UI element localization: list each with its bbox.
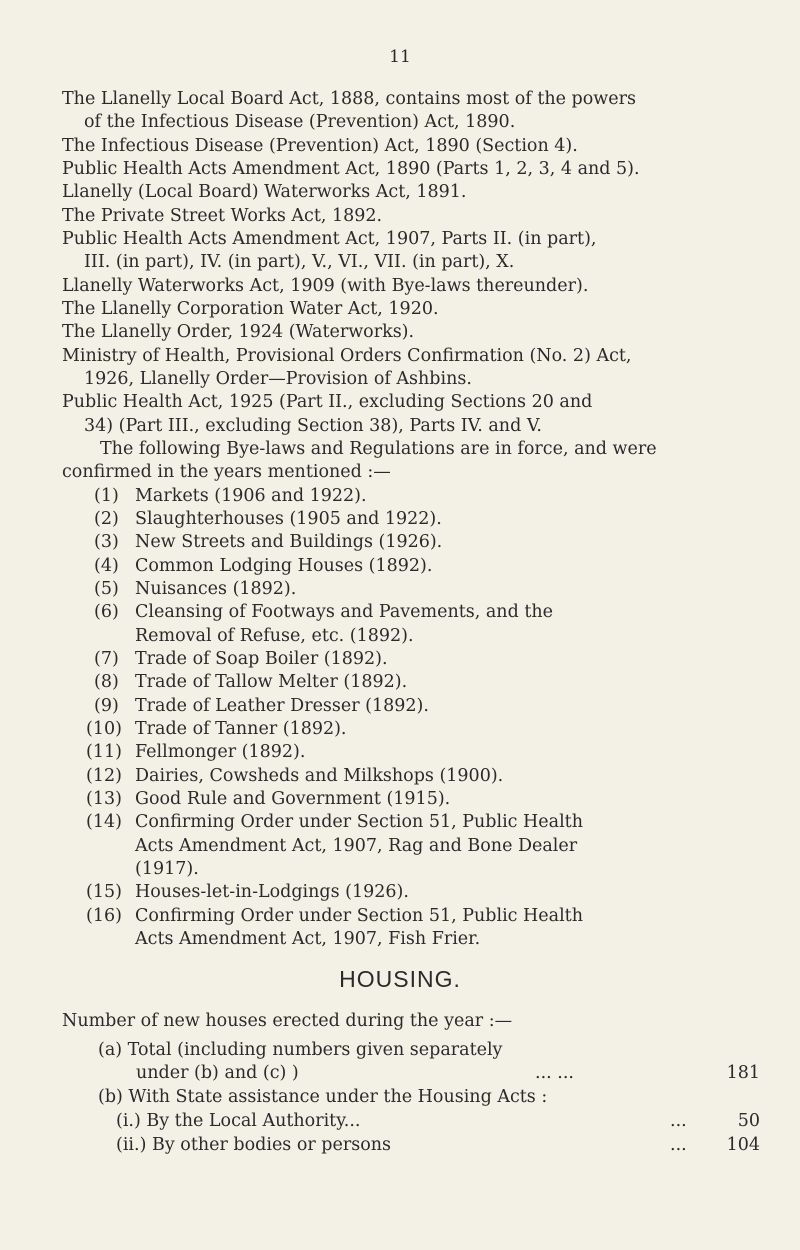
page-number: 11 [389, 47, 411, 67]
list-number: (14) [86, 812, 122, 832]
list-item-continued: (1917). [135, 859, 199, 879]
text-line: The following Bye-laws and Regulations are in force, and were [100, 439, 657, 459]
housing-item-b2: (ii.) By other bodies or persons [116, 1135, 392, 1155]
text-line: Ministry of Health, Provisional Orders Confirmation (No. 2) Act, [62, 346, 632, 366]
leader-dots: ... [670, 1135, 687, 1155]
list-number: (9) [94, 696, 119, 716]
list-item: Trade of Tanner (1892). [135, 719, 347, 739]
list-number: (8) [94, 672, 119, 692]
list-number: (12) [86, 766, 122, 786]
list-item: Nuisances (1892). [135, 579, 297, 599]
text-line: The Private Street Works Act, 1892. [62, 206, 383, 226]
text-line: Llanelly Waterworks Act, 1909 (with Bye-laws thereunder). [62, 276, 589, 296]
list-item: Common Lodging Houses (1892). [135, 556, 433, 576]
text-line: Public Health Act, 1925 (Part II., excluding Sections 20 and [62, 392, 593, 412]
list-number: (1) [94, 486, 119, 506]
leader-dots: ... [670, 1111, 687, 1131]
housing-value-b1: 50 [737, 1111, 760, 1131]
list-number: (10) [86, 719, 122, 739]
list-item: Slaughterhouses (1905 and 1922). [135, 509, 442, 529]
housing-item-b: (b) With State assistance under the Housing Acts : [98, 1087, 548, 1107]
list-number: (3) [94, 532, 119, 552]
list-item: Trade of Leather Dresser (1892). [135, 696, 429, 716]
housing-value-b2: 104 [726, 1135, 760, 1155]
housing-item-a-cont: under (b) and (c) ) [136, 1063, 299, 1083]
list-number: (2) [94, 509, 119, 529]
housing-item-b1: (i.) By the Local Authority... [116, 1111, 361, 1131]
list-item: Confirming Order under Section 51, Public Health [135, 906, 583, 926]
list-item: New Streets and Buildings (1926). [135, 532, 443, 552]
list-item: Markets (1906 and 1922). [135, 486, 367, 506]
text-line: The Llanelly Corporation Water Act, 1920. [62, 299, 439, 319]
list-number: (13) [86, 789, 122, 809]
text-line: Public Health Acts Amendment Act, 1890 (Parts 1, 2, 3, 4 and 5). [62, 159, 640, 179]
text-line: Llanelly (Local Board) Waterworks Act, 1891. [62, 182, 467, 202]
text-line: of the Infectious Disease (Prevention) Act, 1890. [84, 112, 516, 132]
list-number: (5) [94, 579, 119, 599]
list-number: (11) [86, 742, 122, 762]
text-line: Public Health Acts Amendment Act, 1907, Parts II. (in part), [62, 229, 597, 249]
list-number: (4) [94, 556, 119, 576]
text-line: The Infectious Disease (Prevention) Act, 1890 (Section 4). [62, 136, 578, 156]
housing-intro: Number of new houses erected during the year :— [62, 1011, 513, 1031]
housing-item-a: (a) Total (including numbers given separately [98, 1040, 503, 1060]
list-item: Houses-let-in-Lodgings (1926). [135, 882, 409, 902]
list-item: Fellmonger (1892). [135, 742, 306, 762]
list-item: Good Rule and Government (1915). [135, 789, 451, 809]
list-item-continued: Removal of Refuse, etc. (1892). [135, 626, 414, 646]
list-item-continued: Acts Amendment Act, 1907, Rag and Bone Dealer [135, 836, 578, 856]
list-number: (6) [94, 602, 119, 622]
text-line: The Llanelly Local Board Act, 1888, contains most of the powers [62, 89, 636, 109]
text-line: confirmed in the years mentioned :— [62, 462, 391, 482]
housing-value-a: 181 [726, 1063, 760, 1083]
text-line: 34) (Part III., excluding Section 38), Parts IV. and V. [84, 416, 542, 436]
list-number: (7) [94, 649, 119, 669]
text-line: III. (in part), IV. (in part), V., VI., VII. (in part), X. [84, 252, 515, 272]
list-item: Trade of Soap Boiler (1892). [135, 649, 388, 669]
list-item: Dairies, Cowsheds and Milkshops (1900). [135, 766, 504, 786]
list-number: (15) [86, 882, 122, 902]
housing-heading: HOUSING. [339, 966, 461, 992]
leader-dots: ... ... [535, 1063, 574, 1083]
text-line: The Llanelly Order, 1924 (Waterworks). [62, 322, 415, 342]
list-number: (16) [86, 906, 122, 926]
list-item: Cleansing of Footways and Pavements, and the [135, 602, 553, 622]
text-line: 1926, Llanelly Order—Provision of Ashbins. [84, 369, 472, 389]
list-item: Trade of Tallow Melter (1892). [135, 672, 408, 692]
list-item: Confirming Order under Section 51, Public Health [135, 812, 583, 832]
list-item-continued: Acts Amendment Act, 1907, Fish Frier. [135, 929, 481, 949]
